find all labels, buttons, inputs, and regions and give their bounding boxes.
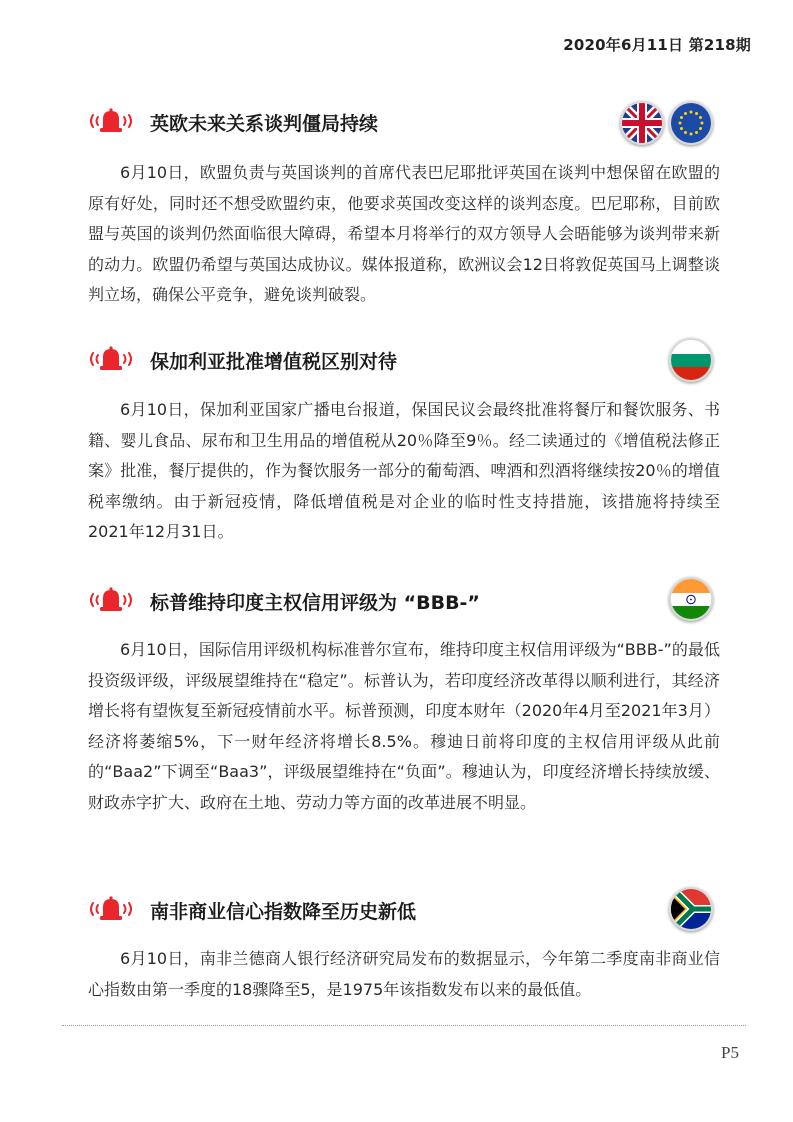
footer-divider <box>62 1025 746 1026</box>
section-heading <box>88 583 728 623</box>
page-number: P5 <box>721 1043 739 1062</box>
uk-flag-icon <box>620 101 664 145</box>
alarm-bell-icon <box>88 894 134 924</box>
section-title: 南非商业信心指数降至历史新低 <box>150 901 417 923</box>
south-africa-flag-icon <box>669 887 713 931</box>
section-heading <box>88 342 728 382</box>
section-title: 英欧未来关系谈判僵局持续 <box>150 113 379 135</box>
bulgaria-flag-icon <box>669 338 713 382</box>
header-date: 2020年6月11日 第218期 <box>563 36 751 54</box>
alarm-bell-icon <box>88 344 134 374</box>
section-heading <box>88 892 728 932</box>
section-title: 标普维持印度主权信用评级为 “BBB-” <box>150 592 480 614</box>
eu-flag-icon <box>669 101 713 145</box>
section-title: 保加利亚批准增值税区别对待 <box>150 351 398 373</box>
article-paragraph: 6月10日，保加利亚国家广播电台报道，保国民议会最终批准将餐厅和餐饮服务、书籍、婴儿食品、尿布和卫生用品的增值税从20％降至9％。经二读通过的《增值税法修正案》批准，餐厅提供的，作为餐饮服务一部分的葡萄酒、啤酒和烈酒将继续按20％的增值税率缴纳。由于新冠疫情，降低增值税是对企业的临时性支持措施，该措施将持续至2021年12月31日。 <box>88 400 720 541</box>
section-body <box>88 395 720 548</box>
section-body <box>88 944 720 1005</box>
article-paragraph: 6月10日，欧盟负责与英国谈判的首席代表巴尼耶批评英国在谈判中想保留在欧盟的原有好处，同时还不想受欧盟约束，他要求英国改变这样的谈判态度。巴尼耶称，目前欧盟与英国的谈判仍然面临很大障碍，希望本月将举行的双方领导人会晤能够为谈判带来新的动力。欧盟仍希望与英国达成协议。媒体报道称，欧洲议会12日将敦促英国马上调整谈判立场，确保公平竞争，避免谈判破裂。 <box>88 163 720 304</box>
india-flag-icon <box>669 577 713 621</box>
article-paragraph: 6月10日，南非兰德商人银行经济研究局发布的数据显示，今年第二季度南非商业信心指数由第一季度的18骤降至5，是1975年该指数发布以来的最低值。 <box>88 949 720 999</box>
section-body <box>88 635 720 818</box>
article-paragraph: 6月10日，国际信用评级机构标准普尔宣布，维持印度主权信用评级为“BBB-”的最低投资级评级，评级展望维持在“稳定”。标普认为，若印度经济改革得以顺利进行，其经济增长将有望恢复至新冠疫情前水平。标普预测，印度本财年（2020年4月至2021年3月）经济将萎缩5%，下一财年经济将增长8.5%。穆迪日前将印度的主权信用评级从此前的“Baa2”下调至“Baa3”，评级展望维持在“负面”。穆迪认为，印度经济增长持续放缓、财政赤字扩大、政府在土地、劳动力等方面的改革进展不明显。 <box>88 640 720 812</box>
alarm-bell-icon <box>88 106 134 136</box>
section-body <box>88 158 720 311</box>
alarm-bell-icon <box>88 585 134 615</box>
